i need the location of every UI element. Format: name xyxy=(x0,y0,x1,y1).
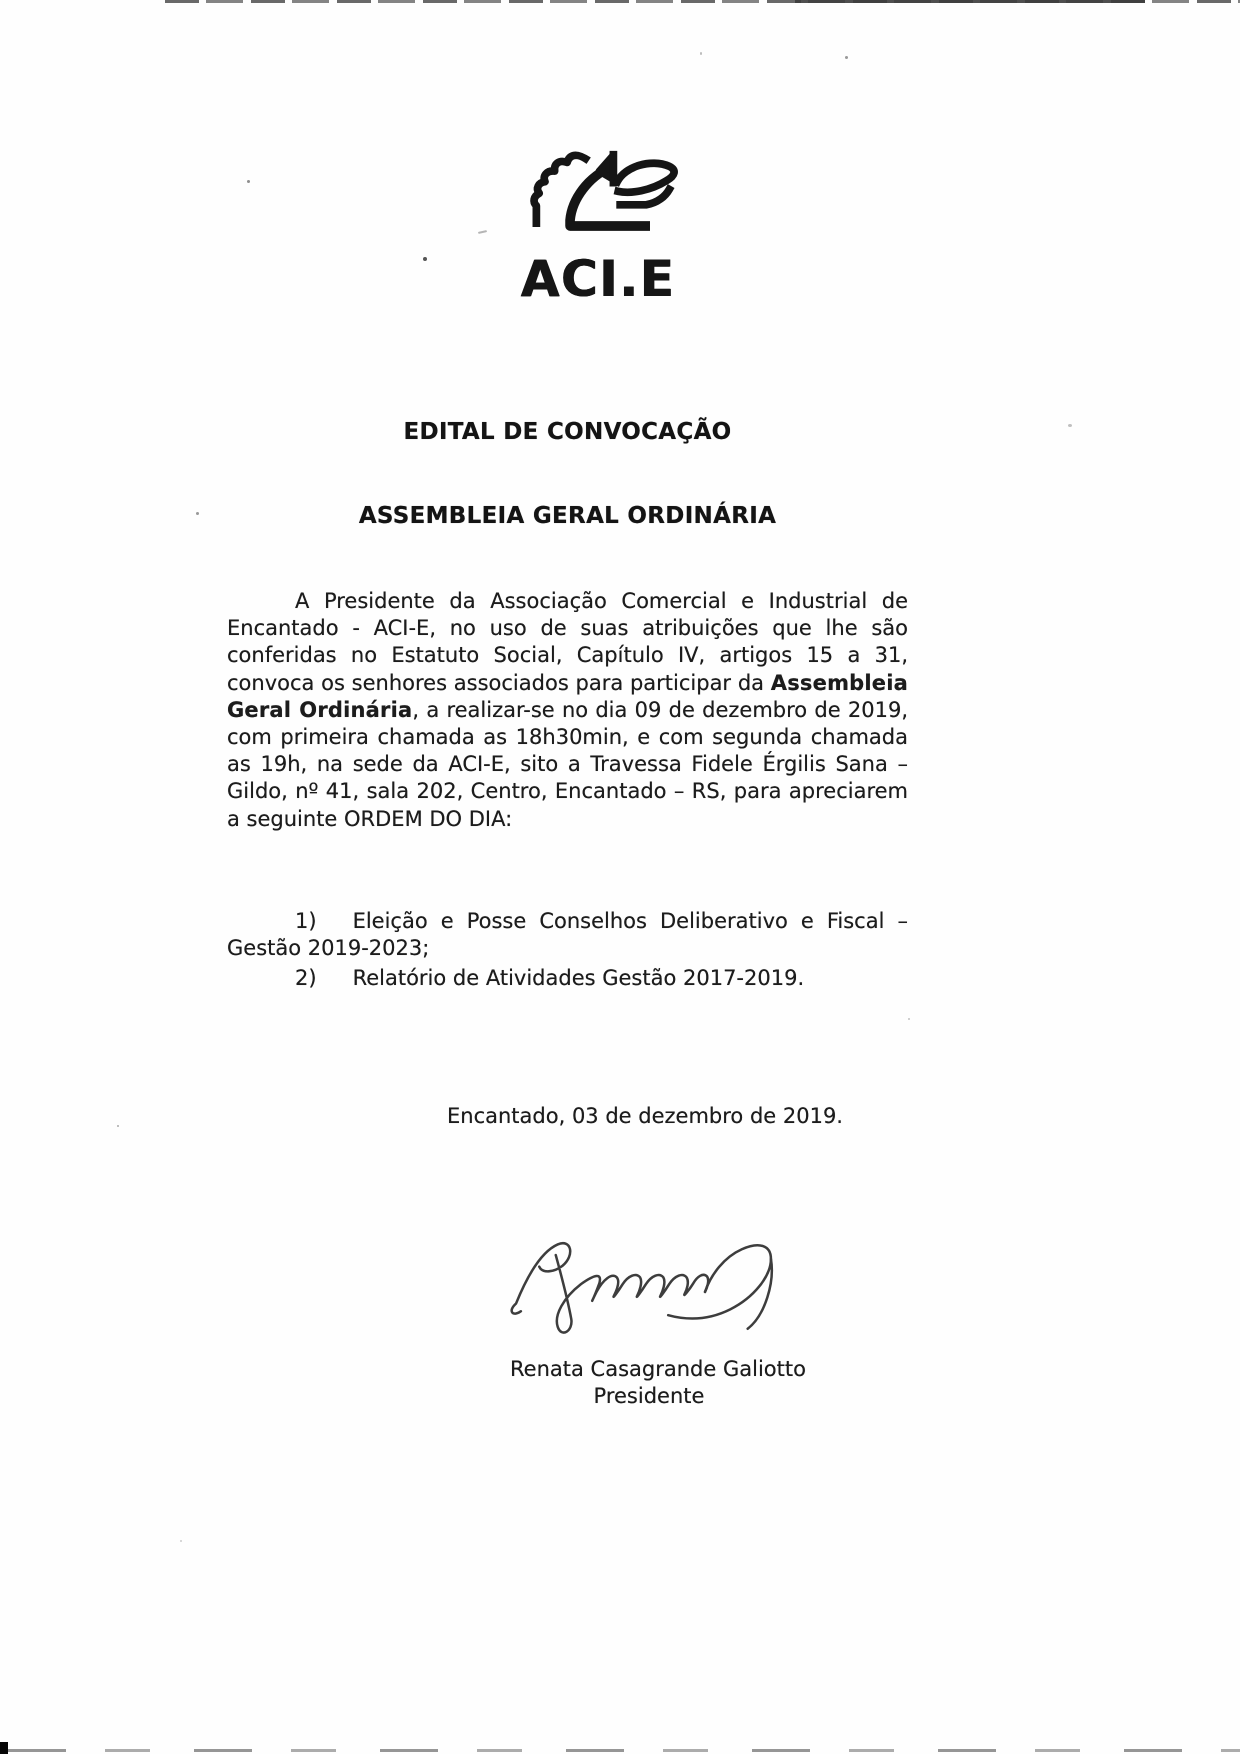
paragraph-text: A Presidente da Associação Comercial e Industrial de Encantado - ACI-E, no uso de suas atribuições que lhe são conferidas no Estatuto Social, Capítulo IV, artigos 15 a 31, convoca os senhores associados para participar da xyxy=(227,589,908,695)
logo-brand-text: ACI.E xyxy=(520,250,676,308)
agenda-item-1 xyxy=(227,908,908,962)
paragraph-text: , a realizar-se no dia 09 de dezembro de 2019, com primeira chamada as 18h30min, e com segunda chamada as 19h, na sede da ACI-E, sito a Travessa Fidele Érgilis Sana – Gildo, nº 41, sala 202, Centro, Encantado – RS, para apreciarem a seguinte ORDEM DO DIA: xyxy=(227,697,908,831)
scan-speck xyxy=(908,1018,910,1020)
scan-speck xyxy=(700,52,702,55)
winged-gear-icon xyxy=(514,148,682,252)
scan-speck xyxy=(247,180,250,183)
place-date-line: Encantado, 03 de dezembro de 2019. xyxy=(447,1104,843,1128)
paragraph-bold-text: Assembleia Geral Ordinária xyxy=(227,670,908,722)
scan-speck xyxy=(423,257,427,261)
signer-role: Presidente xyxy=(593,1384,705,1408)
signer-name: Renata Casagrande Galiotto xyxy=(510,1357,806,1381)
convocation-paragraph xyxy=(227,588,908,833)
scan-speck xyxy=(180,1540,182,1542)
scan-corner-mark xyxy=(0,1742,8,1754)
document-subtitle: ASSEMBLEIA GERAL ORDINÁRIA xyxy=(358,503,777,529)
handwritten-signature xyxy=(501,1226,816,1352)
agenda-item-2 xyxy=(227,965,908,992)
scan-speck xyxy=(117,1125,119,1127)
scan-speck xyxy=(196,512,199,515)
scan-edge-artifact-bottom xyxy=(8,1749,1240,1752)
organization-logo xyxy=(478,148,718,308)
agenda-item-text: Eleição e Posse Conselhos Deliberativo e Fiscal – Gestão 2019-2023; xyxy=(227,909,908,961)
agenda-list xyxy=(227,908,908,993)
agenda-item-number: 1) xyxy=(295,909,317,933)
document-title: EDITAL DE CONVOCAÇÃO xyxy=(403,419,732,445)
signature-block xyxy=(448,1226,868,1410)
scan-edge-artifact-top-dark xyxy=(795,0,1145,3)
agenda-item-text: Relatório de Atividades Gestão 2017-2019. xyxy=(352,966,805,991)
scan-speck xyxy=(1068,424,1072,427)
scan-speck xyxy=(845,56,848,59)
agenda-item-number: 2) xyxy=(295,966,317,991)
